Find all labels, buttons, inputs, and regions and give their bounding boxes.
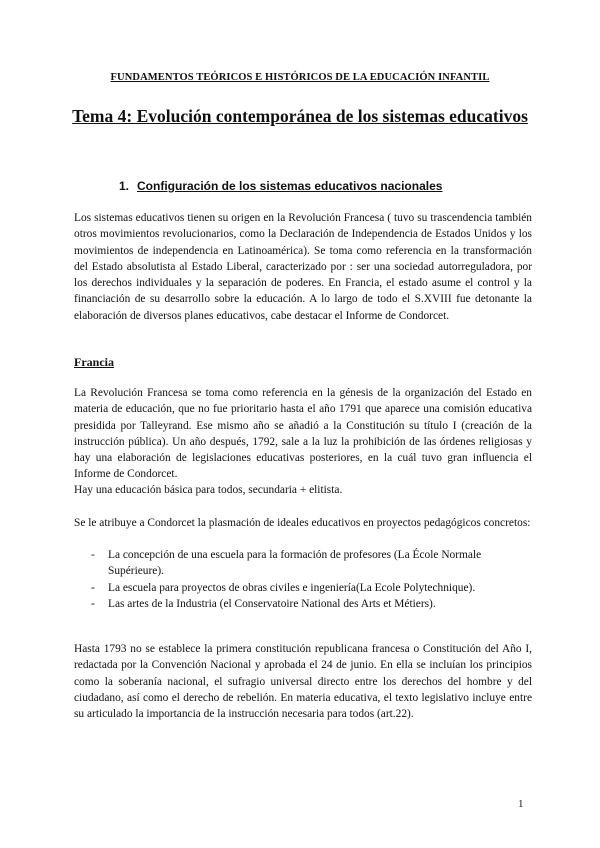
- list-item: [74, 596, 532, 612]
- list-item: [74, 547, 532, 580]
- subheading-francia: Francia: [74, 355, 114, 369]
- page-number: 1: [518, 798, 524, 810]
- list-item-text: La concepción de una escuela para la formación de profesores (La École Normale Supérieure).: [108, 549, 482, 578]
- intro-paragraph: Los sistemas educativos tienen su origen en la Revolución Francesa ( tuvo su trascendencia también otros movimientos revolucionarios, como la Declaración de Independencia de Estados Unidos y los movimientos de independencia en Latinoamérica). Se toma como referencia en la transformación del Estado absolutista al Estado Liberal, caracterizado por : ser una sociedad autorreguladora, por los derechos individuales y la separación de poderes. En Francia, el estado asume el control y la financiación de su desarrollo sobre la educación. A lo largo de todo el S.XVIII fue detonante la elaboración de diversos planes educativos, cabe destacar el Informe de Condorcet.: [74, 212, 532, 322]
- list-dash: -: [91, 597, 95, 610]
- francia-paragraph: La Revolución Francesa se toma como referencia en la génesis de la organización del Estado en materia de educación, que no fue prioritario hasta el año 1791 que aparece una comisión educativa presidida por Talleyrand. Ese mismo año se añadió a la Constitución su título I (creación de la instrucción pública). Un año después, 1792, sale a la luz la prohibición de las órdenes religiosas y hay una elaboración de legislaciones educativas posteriores, en la cuál tuvo gran influencia el Informe de Condorcet.: [74, 387, 532, 481]
- francia-line: Hay una educación básica para todos, secundaria + elitista.: [74, 484, 343, 496]
- list-item: [74, 580, 532, 596]
- closing-paragraph: Hasta 1793 no se establece la primera constitución republicana francesa o Constitución del Año I, redactada por la Convención Nacional y aprobada el 24 de junio. En ella se incluían los principios como la soberanía nacional, el sufragio universal directo entre los derechos del hombre y del ciudadano, así como el derecho de rebelión. En materia educativa, el texto legislativo incluye entre su articulado la importancia de la instrucción necesaria para todos (art.22).: [74, 643, 532, 721]
- section-heading: Configuración de los sistemas educativos nacionales: [137, 179, 443, 193]
- document-header: FUNDAMENTOS TEÓRICOS E HISTÓRICOS DE LA EDUCACIÓN INFANTIL: [110, 72, 490, 83]
- list-item-text: Las artes de la Industria (el Conservatoire National des Arts et Métiers).: [108, 597, 436, 610]
- section-number: 1.: [119, 179, 130, 193]
- condorcet-list: [74, 547, 532, 612]
- page-title: Tema 4: Evolución contemporánea de los sistemas educativos: [72, 106, 528, 126]
- list-item-text: La escuela para proyectos de obras civiles e ingeniería(La Ecole Polytechnique).: [108, 581, 476, 594]
- condorcet-intro: Se le atribuye a Condorcet la plasmación de ideales educativos en proyectos pedagógicos concretos:: [74, 517, 531, 529]
- list-dash: -: [91, 581, 95, 594]
- list-dash: -: [91, 549, 95, 561]
